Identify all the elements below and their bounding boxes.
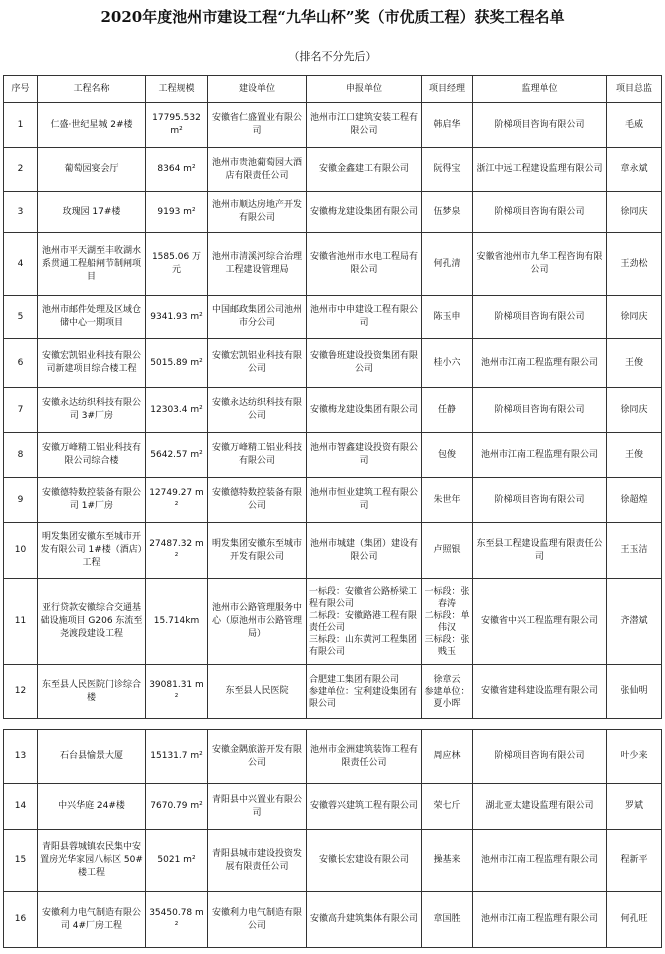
cell-manager: 章国胜 xyxy=(422,892,473,948)
cell-supervisor: 池州市江南工程监理有限公司 xyxy=(473,433,607,478)
cell-applicant xyxy=(307,579,422,665)
cell-manager: 操基来 xyxy=(422,830,473,892)
cell-applicant: 安徽高升建筑集体有限公司 xyxy=(307,892,422,948)
cell-supervisor: 阶梯项目咨询有限公司 xyxy=(473,296,607,339)
cell-no: 2 xyxy=(4,148,38,192)
cell-builder: 中国邮政集团公司池州市分公司 xyxy=(208,296,307,339)
cell-no: 13 xyxy=(4,730,38,784)
cell-name: 明发集团安徽东至城市开发有限公司 1#楼（酒店）工程 xyxy=(38,523,146,579)
cell-manager: 任静 xyxy=(422,388,473,433)
cell-applicant: 安徽省池州市水电工程局有限公司 xyxy=(307,233,422,296)
cell-applicant: 安徽鲁班建设投资集团有限公司 xyxy=(307,339,422,388)
cell-director: 徐超煌 xyxy=(607,478,662,523)
cell-scale: 7670.79 m² xyxy=(146,784,208,830)
manager-line: 徐章云 xyxy=(433,674,461,685)
cell-director: 徐同庆 xyxy=(607,388,662,433)
cell-manager: 桂小六 xyxy=(422,339,473,388)
table-row xyxy=(4,730,662,784)
cell-builder: 池州市公路管理服务中心（原池州市公路管理局） xyxy=(208,579,307,665)
cell-director: 何孔旺 xyxy=(607,892,662,948)
table-row xyxy=(4,830,662,892)
cell-scale: 15131.7 m² xyxy=(146,730,208,784)
cell-manager xyxy=(422,665,473,719)
cell-applicant: 安徽长宏建设有限公司 xyxy=(307,830,422,892)
cell-name: 青阳县蓉城镇农民集中安置房光华家园八标区 50#楼工程 xyxy=(38,830,146,892)
applicant-line: 合肥建工集团有限公司 xyxy=(309,674,400,685)
cell-director: 王劲松 xyxy=(607,233,662,296)
cell-no: 16 xyxy=(4,892,38,948)
header-builder: 建设单位 xyxy=(208,76,307,103)
cell-builder: 明发集团安徽东至城市开发有限公司 xyxy=(208,523,307,579)
cell-scale: 5021 m² xyxy=(146,830,208,892)
cell-name: 中兴华庭 24#楼 xyxy=(38,784,146,830)
table-row xyxy=(4,784,662,830)
cell-name: 安徽万峰精工铝业科技有限公司综合楼 xyxy=(38,433,146,478)
cell-manager: 包俊 xyxy=(422,433,473,478)
cell-builder: 安徽利力电气制造有限公司 xyxy=(208,892,307,948)
cell-manager: 陈玉申 xyxy=(422,296,473,339)
table-row xyxy=(4,192,662,233)
cell-scale: 9193 m² xyxy=(146,192,208,233)
cell-supervisor: 池州市江南工程监理有限公司 xyxy=(473,830,607,892)
page-subtitle: （排名不分先后） xyxy=(288,50,377,63)
header-applicant: 申报单位 xyxy=(307,76,422,103)
cell-scale: 12749.27 m² xyxy=(146,478,208,523)
awards-table xyxy=(3,75,662,719)
cell-manager: 韩启华 xyxy=(422,103,473,148)
manager-line: 参建单位：夏小晖 xyxy=(424,686,470,709)
applicant-line: 一标段：安徽省公路桥梁工程有限公司 xyxy=(309,586,418,609)
applicant-line: 参建单位：宝利建设集团有限公司 xyxy=(309,686,418,709)
cell-name: 安徽宏凯铝业科技有限公司新建项目综合楼工程 xyxy=(38,339,146,388)
cell-manager: 荣七斤 xyxy=(422,784,473,830)
cell-applicant: 池州市中申建设工程有限公司 xyxy=(307,296,422,339)
cell-supervisor: 阶梯项目咨询有限公司 xyxy=(473,388,607,433)
cell-builder: 安徽永达纺织科技有限公司 xyxy=(208,388,307,433)
cell-scale: 9341.93 m² xyxy=(146,296,208,339)
cell-applicant: 安徽梅龙建设集团有限公司 xyxy=(307,388,422,433)
cell-manager: 阮得宝 xyxy=(422,148,473,192)
header-manager: 项目经理 xyxy=(422,76,473,103)
cell-name: 葡萄园宴会厅 xyxy=(38,148,146,192)
cell-applicant: 池州市恒业建筑工程有限公司 xyxy=(307,478,422,523)
cell-no: 3 xyxy=(4,192,38,233)
table-row xyxy=(4,665,662,719)
cell-name: 池州市邮件处理及区域仓储中心一期项目 xyxy=(38,296,146,339)
cell-scale: 8364 m² xyxy=(146,148,208,192)
cell-scale: 17795.532 m² xyxy=(146,103,208,148)
cell-director: 徐同庆 xyxy=(607,296,662,339)
cell-director: 王俊 xyxy=(607,433,662,478)
header-scale: 工程规模 xyxy=(146,76,208,103)
page-title: 2020年度池州市建设工程“九华山杯”奖（市优质工程）获奖工程名单 xyxy=(100,8,565,26)
cell-applicant xyxy=(307,665,422,719)
cell-no: 5 xyxy=(4,296,38,339)
cell-supervisor: 安徽省建科建设监理有限公司 xyxy=(473,665,607,719)
manager-line: 三标段：张贱玉 xyxy=(424,634,470,657)
cell-builder: 安徽宏凯铝业科技有限公司 xyxy=(208,339,307,388)
header-director: 项目总监 xyxy=(607,76,662,103)
table-row xyxy=(4,103,662,148)
cell-director: 王玉洁 xyxy=(607,523,662,579)
cell-name: 安徽永达纺织科技有限公司 3#厂房 xyxy=(38,388,146,433)
cell-manager: 周应林 xyxy=(422,730,473,784)
cell-applicant: 池州市江口建筑安装工程有限公司 xyxy=(307,103,422,148)
table-row xyxy=(4,579,662,665)
cell-applicant: 池州市智鑫建设投资有限公司 xyxy=(307,433,422,478)
cell-director: 叶少来 xyxy=(607,730,662,784)
cell-name: 仁盛·世纪星城 2#楼 xyxy=(38,103,146,148)
cell-builder: 池州市清溪河综合治理工程建设管理局 xyxy=(208,233,307,296)
cell-name: 东至县人民医院门诊综合楼 xyxy=(38,665,146,719)
cell-no: 8 xyxy=(4,433,38,478)
cell-supervisor: 阶梯项目咨询有限公司 xyxy=(473,103,607,148)
cell-builder: 安徽省仁盛置业有限公司 xyxy=(208,103,307,148)
cell-supervisor: 浙江中远工程建设监理有限公司 xyxy=(473,148,607,192)
cell-director: 王俊 xyxy=(607,339,662,388)
header-supervisor: 监理单位 xyxy=(473,76,607,103)
cell-director: 张仙明 xyxy=(607,665,662,719)
cell-director: 章永斌 xyxy=(607,148,662,192)
header-name: 工程名称 xyxy=(38,76,146,103)
cell-director: 徐同庆 xyxy=(607,192,662,233)
cell-name: 安徽利力电气制造有限公司 4#厂房工程 xyxy=(38,892,146,948)
cell-builder: 池州市贵池葡萄园大酒店有限责任公司 xyxy=(208,148,307,192)
cell-name: 亚行贷款安徽综合交通基础设施项目 G206 东流至尧渡段建设工程 xyxy=(38,579,146,665)
cell-no: 4 xyxy=(4,233,38,296)
cell-manager xyxy=(422,579,473,665)
cell-no: 1 xyxy=(4,103,38,148)
cell-scale: 39081.31 m² xyxy=(146,665,208,719)
cell-name: 玫瑰园 17#楼 xyxy=(38,192,146,233)
cell-scale: 27487.32 m² xyxy=(146,523,208,579)
cell-director: 罗斌 xyxy=(607,784,662,830)
cell-applicant: 池州市金洲建筑装饰工程有限责任公司 xyxy=(307,730,422,784)
cell-manager: 伍梦泉 xyxy=(422,192,473,233)
cell-builder: 东至县人民医院 xyxy=(208,665,307,719)
cell-no: 14 xyxy=(4,784,38,830)
cell-scale: 5015.89 m² xyxy=(146,339,208,388)
cell-director: 齐潜斌 xyxy=(607,579,662,665)
cell-director: 程新平 xyxy=(607,830,662,892)
table-header-row xyxy=(4,76,662,103)
manager-line: 一标段：张春涛 xyxy=(424,586,470,609)
awards-table-continued xyxy=(3,729,662,948)
table-row xyxy=(4,148,662,192)
table-row xyxy=(4,296,662,339)
cell-scale: 1585.06 万元 xyxy=(146,233,208,296)
cell-no: 9 xyxy=(4,478,38,523)
cell-no: 6 xyxy=(4,339,38,388)
manager-line: 二标段：单伟汉 xyxy=(424,610,470,633)
table-row xyxy=(4,233,662,296)
cell-scale: 35450.78 m² xyxy=(146,892,208,948)
cell-no: 15 xyxy=(4,830,38,892)
header-no: 序号 xyxy=(4,76,38,103)
cell-builder: 安徽万峰精工铝业科技有限公司 xyxy=(208,433,307,478)
cell-no: 12 xyxy=(4,665,38,719)
cell-supervisor: 阶梯项目咨询有限公司 xyxy=(473,478,607,523)
cell-supervisor: 湖北亚太建设监理有限公司 xyxy=(473,784,607,830)
cell-name: 石台县愉景大厦 xyxy=(38,730,146,784)
table-row xyxy=(4,892,662,948)
cell-manager: 何孔清 xyxy=(422,233,473,296)
table-row xyxy=(4,523,662,579)
cell-applicant: 安徽梅龙建设集团有限公司 xyxy=(307,192,422,233)
cell-supervisor: 池州市江南工程监理有限公司 xyxy=(473,892,607,948)
table-row xyxy=(4,388,662,433)
cell-supervisor: 安徽省中兴工程监理有限公司 xyxy=(473,579,607,665)
cell-scale: 15.714km xyxy=(146,579,208,665)
table-row xyxy=(4,478,662,523)
cell-no: 11 xyxy=(4,579,38,665)
cell-scale: 5642.57 m² xyxy=(146,433,208,478)
table-row xyxy=(4,433,662,478)
applicant-line: 二标段：安徽路港工程有限责任公司 xyxy=(309,610,418,633)
cell-name: 池州市平天湖至丰收湖水系贯通工程船闸节制闸项目 xyxy=(38,233,146,296)
cell-supervisor: 阶梯项目咨询有限公司 xyxy=(473,192,607,233)
table-row xyxy=(4,339,662,388)
cell-manager: 卢照银 xyxy=(422,523,473,579)
cell-no: 10 xyxy=(4,523,38,579)
cell-applicant: 池州市城建（集团）建设有限公司 xyxy=(307,523,422,579)
cell-supervisor: 池州市江南工程监理有限公司 xyxy=(473,339,607,388)
cell-builder: 青阳县中兴置业有限公司 xyxy=(208,784,307,830)
cell-name: 安徽德特数控装备有限公司 1#厂房 xyxy=(38,478,146,523)
cell-applicant: 安徽蓉兴建筑工程有限公司 xyxy=(307,784,422,830)
cell-director: 毛威 xyxy=(607,103,662,148)
cell-builder: 青阳县城市建设投资发展有限责任公司 xyxy=(208,830,307,892)
cell-scale: 12303.4 m² xyxy=(146,388,208,433)
cell-supervisor: 阶梯项目咨询有限公司 xyxy=(473,730,607,784)
cell-builder: 池州市顺达房地产开发有限公司 xyxy=(208,192,307,233)
cell-supervisor: 安徽省池州市九华工程咨询有限公司 xyxy=(473,233,607,296)
cell-builder: 安徽金隅旅游开发有限公司 xyxy=(208,730,307,784)
cell-manager: 朱世年 xyxy=(422,478,473,523)
cell-applicant: 安徽金鑫建工有限公司 xyxy=(307,148,422,192)
cell-no: 7 xyxy=(4,388,38,433)
cell-supervisor: 东至县工程建设监理有限责任公司 xyxy=(473,523,607,579)
applicant-line: 三标段：山东黄河工程集团有限公司 xyxy=(309,634,418,657)
cell-builder: 安徽德特数控装备有限公司 xyxy=(208,478,307,523)
